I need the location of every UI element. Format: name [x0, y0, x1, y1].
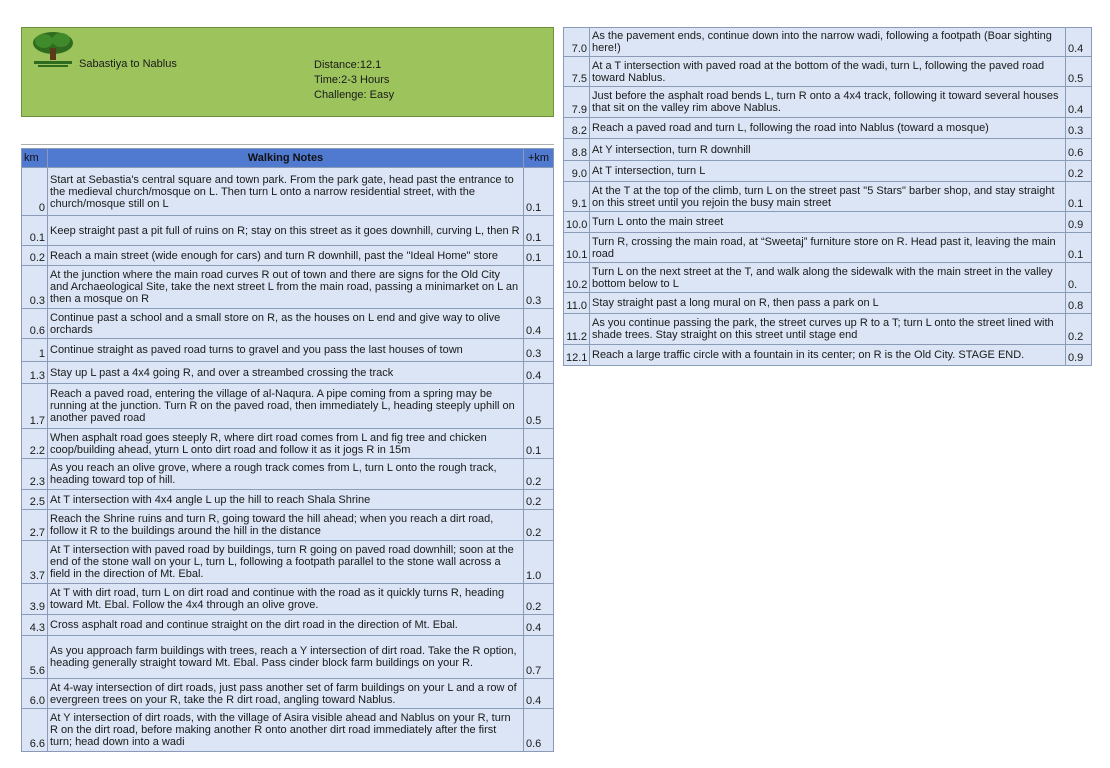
- table-row: [564, 87, 1092, 118]
- table-row: [22, 362, 554, 384]
- km-cell: 2.3: [22, 459, 48, 490]
- note-cell: At T intersection with 4x4 angle L up the hill to reach Shala Shrine: [48, 490, 524, 510]
- add-km-cell: 0.6: [1066, 139, 1092, 161]
- add-km-cell: 0.5: [524, 384, 554, 429]
- note-cell: Reach a large traffic circle with a fountain in its center; on R is the Old City. STAGE END.: [590, 345, 1066, 366]
- walking-notes-table-left: [21, 148, 554, 752]
- note-cell: As you continue passing the park, the street curves up R to a T; turn L onto the street lined with shade trees. Stay straight on this street until stage end: [590, 314, 1066, 345]
- table-row: [564, 161, 1092, 182]
- add-km-cell: 0.3: [524, 339, 554, 362]
- km-cell: 2.5: [22, 490, 48, 510]
- table-row: [564, 314, 1092, 345]
- table-row: [22, 615, 554, 636]
- table-row: [22, 384, 554, 429]
- km-cell: 5.6: [22, 636, 48, 679]
- add-km-cell: 0.3: [1066, 118, 1092, 139]
- km-cell: 0.3: [22, 266, 48, 309]
- table-row: [22, 168, 554, 216]
- note-cell: As you reach an olive grove, where a rough track comes from L, turn L onto the rough track, heading toward top of hill.: [48, 459, 524, 490]
- table-row: [564, 182, 1092, 212]
- note-cell: Turn L onto the main street: [590, 212, 1066, 233]
- km-cell: 12.1: [564, 345, 590, 366]
- add-km-cell: 0.5: [1066, 57, 1092, 87]
- note-cell: Stay up L past a 4x4 going R, and over a streambed crossing the track: [48, 362, 524, 384]
- note-cell: As you approach farm buildings with trees, reach a Y intersection of dirt road. Take the R option, heading generally straight toward Mt. Ebal. Pass cinder block farm buildings on your R.: [48, 636, 524, 679]
- km-cell: 9.1: [564, 182, 590, 212]
- km-cell: 0.1: [22, 216, 48, 246]
- km-cell: 0.6: [22, 309, 48, 339]
- add-km-cell: 0.4: [524, 309, 554, 339]
- add-km-cell: 0.1: [1066, 233, 1092, 263]
- col-km-header: km: [22, 149, 48, 168]
- note-cell: As the pavement ends, continue down into the narrow wadi, following a footpath (Boar sighting here!): [590, 28, 1066, 57]
- route-name: Sabastiya to Nablus: [79, 58, 177, 70]
- table-row: [564, 139, 1092, 161]
- note-cell: Start at Sebastia's central square and town park. From the park gate, head past the entrance to the medieval church/mosque on L. Then turn L onto a narrow residential street, with the church/mosque still on L: [48, 168, 524, 216]
- km-cell: 7.0: [564, 28, 590, 57]
- note-cell: Continue past a school and a small store on R, as the houses on L end and give way to olive orchards: [48, 309, 524, 339]
- km-cell: 2.2: [22, 429, 48, 459]
- note-cell: Continue straight as paved road turns to gravel and you pass the last houses of town: [48, 339, 524, 362]
- km-cell: 1.7: [22, 384, 48, 429]
- km-cell: 11.0: [564, 293, 590, 314]
- km-cell: 6.0: [22, 679, 48, 709]
- add-km-cell: 0.8: [1066, 293, 1092, 314]
- tree-logo-icon: [28, 30, 78, 70]
- km-cell: 4.3: [22, 615, 48, 636]
- note-cell: Just before the asphalt road bends L, turn R onto a 4x4 track, following it toward several houses that sit on the valley rim above Nablus.: [590, 87, 1066, 118]
- km-cell: 10.0: [564, 212, 590, 233]
- add-km-cell: 0.2: [1066, 161, 1092, 182]
- note-cell: At T with dirt road, turn L on dirt road and continue with the road as it quickly turns R, heading toward Mt. Ebal. Follow the 4x4 through an olive grove.: [48, 584, 524, 615]
- km-cell: 7.5: [564, 57, 590, 87]
- note-cell: Stay straight past a long mural on R, then pass a park on L: [590, 293, 1066, 314]
- add-km-cell: 0.2: [524, 584, 554, 615]
- add-km-cell: 0.1: [524, 216, 554, 246]
- table-row: [564, 118, 1092, 139]
- add-km-cell: 0.4: [524, 615, 554, 636]
- table-row: [564, 233, 1092, 263]
- table-row: [22, 636, 554, 679]
- table-row: [22, 266, 554, 309]
- table-row: [22, 709, 554, 752]
- note-cell: Cross asphalt road and continue straight on the dirt road in the direction of Mt. Ebal.: [48, 615, 524, 636]
- table-row: [564, 212, 1092, 233]
- header-divider: [21, 117, 554, 145]
- add-km-cell: 0.2: [524, 510, 554, 541]
- km-cell: 6.6: [22, 709, 48, 752]
- time-text: Time:2-3 Hours: [314, 74, 390, 86]
- note-cell: At 4-way intersection of dirt roads, just pass another set of farm buildings on your L and a row of evergreen trees on your R, take the R dirt road, angling toward Nablus.: [48, 679, 524, 709]
- add-km-cell: 0.1: [524, 168, 554, 216]
- note-cell: Keep straight past a pit full of ruins on R; stay on this street as it goes downhill, curving L, then R: [48, 216, 524, 246]
- km-cell: 0: [22, 168, 48, 216]
- km-cell: 8.2: [564, 118, 590, 139]
- add-km-cell: 1.0: [524, 541, 554, 584]
- km-cell: 8.8: [564, 139, 590, 161]
- note-cell: When asphalt road goes steeply R, where dirt road comes from L and fig tree and chicken coop/building ahead, yturn L onto dirt road and follow it as it jogs R in 15m: [48, 429, 524, 459]
- table-row: [22, 541, 554, 584]
- table-row: [564, 293, 1092, 314]
- note-cell: Reach a paved road, entering the village of al-Naqura. A pipe coming from a spring may be running at the junction. Turn R on the paved road, then immediately L, heading steeply uphill on another paved road: [48, 384, 524, 429]
- table-row: [22, 679, 554, 709]
- km-cell: 2.7: [22, 510, 48, 541]
- add-km-cell: 0.9: [1066, 345, 1092, 366]
- add-km-cell: 0.7: [524, 636, 554, 679]
- table-row: [22, 309, 554, 339]
- add-km-cell: 0.4: [524, 679, 554, 709]
- km-cell: 10.1: [564, 233, 590, 263]
- table-row: [22, 490, 554, 510]
- note-cell: At a T intersection with paved road at the bottom of the wadi, turn L, following the paved road toward Nablus.: [590, 57, 1066, 87]
- km-cell: 9.0: [564, 161, 590, 182]
- col-add-header: +km: [524, 149, 554, 168]
- route-header: [21, 27, 554, 117]
- add-km-cell: 0.2: [524, 459, 554, 490]
- add-km-cell: 0.1: [524, 246, 554, 266]
- table-row: [564, 28, 1092, 57]
- km-cell: 1.3: [22, 362, 48, 384]
- note-cell: Reach a main street (wide enough for cars) and turn R downhill, past the "Ideal Home" store: [48, 246, 524, 266]
- route-info: [314, 58, 394, 103]
- add-km-cell: 0.1: [1066, 182, 1092, 212]
- table-row: [22, 584, 554, 615]
- note-cell: Reach a paved road and turn L, following the road into Nablus (toward a mosque): [590, 118, 1066, 139]
- note-cell: At Y intersection of dirt roads, with the village of Asira visible ahead and Nablus on your R, turn R on the dirt road, before making another R onto another dirt road immediately after the first turn; head down into a wadi: [48, 709, 524, 752]
- distance-text: Distance:12.1: [314, 59, 382, 71]
- km-cell: 10.2: [564, 263, 590, 293]
- add-km-cell: 0.9: [1066, 212, 1092, 233]
- add-km-cell: 0.2: [1066, 314, 1092, 345]
- table-row: [22, 216, 554, 246]
- note-cell: At the junction where the main road curves R out of town and there are signs for the Old City and Archaeological Site, take the next street L from the main road, passing a minimarket on L an then a mosque on R: [48, 266, 524, 309]
- note-cell: Reach the Shrine ruins and turn R, going toward the hill ahead; when you reach a dirt road, follow it R to the buildings around the hill in the distance: [48, 510, 524, 541]
- note-cell: At Y intersection, turn R downhill: [590, 139, 1066, 161]
- add-km-cell: 0.: [1066, 263, 1092, 293]
- km-cell: 3.9: [22, 584, 48, 615]
- table-row: [22, 510, 554, 541]
- table-row: [22, 246, 554, 266]
- add-km-cell: 0.6: [524, 709, 554, 752]
- km-cell: 1: [22, 339, 48, 362]
- km-cell: 11.2: [564, 314, 590, 345]
- table-row: [22, 339, 554, 362]
- km-cell: 3.7: [22, 541, 48, 584]
- table-row: [564, 345, 1092, 366]
- table-row: [564, 263, 1092, 293]
- add-km-cell: 0.2: [524, 490, 554, 510]
- note-cell: At the T at the top of the climb, turn L on the street past "5 Stars" barber shop, and stay straight on this street until you rejoin the busy main street: [590, 182, 1066, 212]
- challenge-text: Challenge: Easy: [314, 89, 395, 101]
- table-row: [22, 429, 554, 459]
- col-notes-header: Walking Notes: [48, 149, 524, 168]
- note-cell: At T intersection, turn L: [590, 161, 1066, 182]
- add-km-cell: 0.1: [524, 429, 554, 459]
- add-km-cell: 0.4: [1066, 28, 1092, 57]
- table-row: [564, 57, 1092, 87]
- km-cell: 0.2: [22, 246, 48, 266]
- add-km-cell: 0.3: [524, 266, 554, 309]
- km-cell: 7.9: [564, 87, 590, 118]
- table-row: [22, 459, 554, 490]
- walking-notes-table-right: [563, 27, 1092, 366]
- note-cell: Turn R, crossing the main road, at “Sweetaj” furniture store on R. Head past it, leaving the main road: [590, 233, 1066, 263]
- add-km-cell: 0.4: [1066, 87, 1092, 118]
- note-cell: At T intersection with paved road by buildings, turn R going on paved road downhill; soon at the end of the stone wall on your L, turn L, following a footpath parallel to the stone wall across a field in the direction of Mt. Ebal.: [48, 541, 524, 584]
- note-cell: Turn L on the next street at the T, and walk along the sidewalk with the main street in the valley bottom below to L: [590, 263, 1066, 293]
- add-km-cell: 0.4: [524, 362, 554, 384]
